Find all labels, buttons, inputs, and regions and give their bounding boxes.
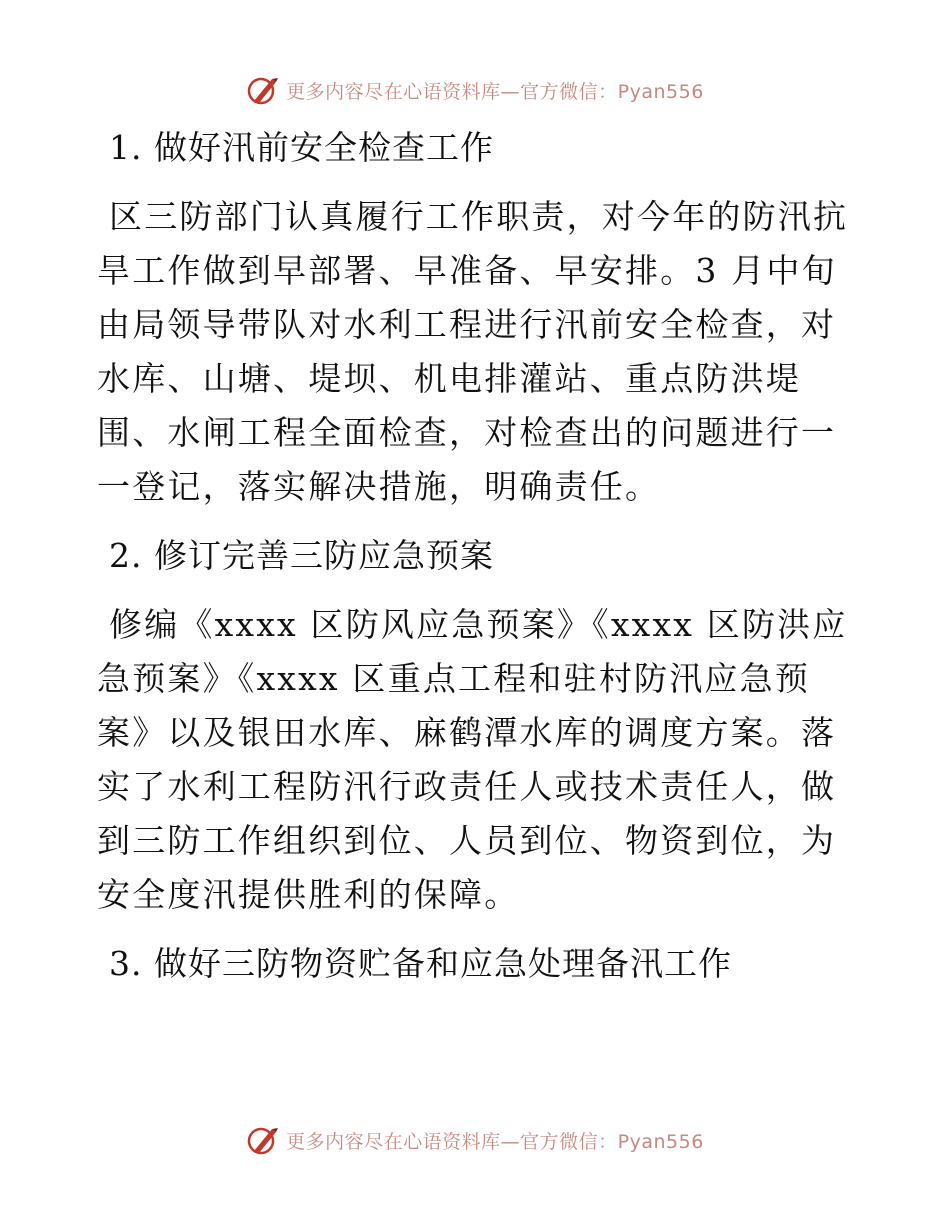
watermark-text: 更多内容尽在心语资料库—官方微信：Pyan556 [286, 80, 704, 103]
watermark-footer [0, 1120, 950, 1160]
document-body [97, 122, 857, 1006]
section-heading-2: 2. 修订完善三防应急预案 [109, 536, 494, 575]
section-heading-3: 3. 做好三防物资贮备和应急处理备汛工作 [109, 944, 732, 983]
section-paragraph-2: 修编《xxxx 区防风应急预案》《xxxx 区防洪应急预案》《xxxx 区重点工程和驻村防汛应急预案》以及银田水库、麻鹤潭水库的调度方案。落实了水利工程防汛行政责任人或技术责任人，做到三防工作组织到位、人员到位、物资到位，为安全度汛提供胜利的保障。 [97, 605, 848, 914]
pen-logo-icon [246, 1123, 280, 1157]
section-paragraph-1: 区三防部门认真履行工作职责，对今年的防汛抗旱工作做到早部署、早准备、早安排。3 月中旬由局领导带队对水利工程进行汛前安全检查，对水库、山塘、堤坝、机电排灌站、重点防洪堤围、水闸工程全面检查，对检查出的问题进行一一登记，落实解决措施，明确责任。 [97, 197, 849, 506]
pen-logo-icon [246, 73, 280, 107]
section-heading-1: 1. 做好汛前安全检查工作 [109, 128, 494, 167]
watermark-text: 更多内容尽在心语资料库—官方微信：Pyan556 [286, 1130, 704, 1153]
watermark-header [0, 70, 950, 110]
